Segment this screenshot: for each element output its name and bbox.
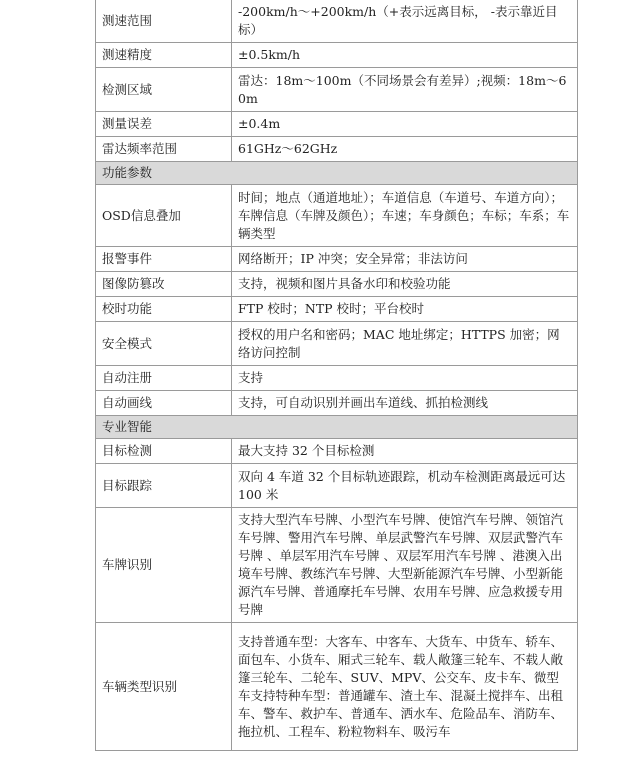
- spec-value: ±0.4m: [232, 112, 578, 137]
- spec-label: 自动注册: [96, 366, 232, 391]
- spec-value: 支持，视频和图片具备水印和校验功能: [232, 272, 578, 297]
- spec-row: [96, 464, 578, 508]
- spec-row: [96, 508, 578, 623]
- spec-value: ±0.5km/h: [232, 43, 578, 68]
- spec-label: OSD信息叠加: [96, 185, 232, 247]
- spec-value: 雷达：18m～100m（不同场景会有差异）;视频：18m～60m: [232, 68, 578, 112]
- spec-row: [96, 43, 578, 68]
- spec-label: 测速精度: [96, 43, 232, 68]
- spec-value: 授权的用户名和密码；MAC 地址绑定；HTTPS 加密；网络访问控制: [232, 322, 578, 366]
- spec-label: 校时功能: [96, 297, 232, 322]
- spec-value: 支持，可自动识别并画出车道线、抓拍检测线: [232, 391, 578, 416]
- spec-row: [96, 322, 578, 366]
- spec-value: 支持普通车型：大客车、中客车、大货车、中货车、轿车、面包车、小货车、厢式三轮车、载人敞篷三轮车、不载人敞篷三轮车、二轮车、SUV、MPV、公交车、皮卡车、微型车支持特种车型：普通罐车、渣土车、混凝土搅拌车、出租车、警车、救护车、普通车、洒水车、危险品车、消防车、拖拉机、工程车、粉粒物料车、吸污车: [232, 623, 578, 751]
- spec-label: 报警事件: [96, 247, 232, 272]
- spec-label: 自动画线: [96, 391, 232, 416]
- spec-row: [96, 391, 578, 416]
- spec-value: 支持: [232, 366, 578, 391]
- section-header-row: [96, 162, 578, 185]
- spec-value: 支持大型汽车号牌、小型汽车号牌、使馆汽车号牌、领馆汽车号牌、警用汽车号牌、单层武警汽车号牌、双层武警汽车号牌 、单层军用汽车号牌 、双层军用汽车号牌 、港澳入出境车号牌、教练汽车号牌、大型新能源汽车号牌、小型新能源汽车号牌、普通摩托车号牌、农用车号牌、应急救援专用号牌: [232, 508, 578, 623]
- spec-value: 最大支持 32 个目标检测: [232, 439, 578, 464]
- spec-label: 安全模式: [96, 322, 232, 366]
- spec-row: [96, 0, 578, 43]
- spec-label: 雷达频率范围: [96, 137, 232, 162]
- spec-label: 图像防篡改: [96, 272, 232, 297]
- spec-row: [96, 137, 578, 162]
- spec-row: [96, 185, 578, 247]
- spec-label: 目标跟踪: [96, 464, 232, 508]
- spec-row: [96, 366, 578, 391]
- spec-value: 网络断开；IP 冲突；安全异常；非法访问: [232, 247, 578, 272]
- section-header: 专业智能: [96, 416, 578, 439]
- section-header-row: [96, 416, 578, 439]
- spec-value: 双向 4 车道 32 个目标轨迹跟踪，机动车检测距离最远可达 100 米: [232, 464, 578, 508]
- spec-row: [96, 439, 578, 464]
- spec-label: 车牌识别: [96, 508, 232, 623]
- spec-row: [96, 623, 578, 751]
- spec-label: 测速范围: [96, 0, 232, 43]
- spec-label: 测量误差: [96, 112, 232, 137]
- spec-value: 时间；地点（通道地址）；车道信息（车道号、车道方向）；车牌信息（车牌及颜色）；车速；车身颜色；车标；车系；车辆类型: [232, 185, 578, 247]
- spec-label: 检测区域: [96, 68, 232, 112]
- spec-value: FTP 校时；NTP 校时；平台校时: [232, 297, 578, 322]
- spec-value: -200km/h～+200km/h（+表示远离目标， -表示靠近目标）: [232, 0, 578, 43]
- spec-value: 61GHz～62GHz: [232, 137, 578, 162]
- spec-row: [96, 68, 578, 112]
- section-header: 功能参数: [96, 162, 578, 185]
- spec-label: 目标检测: [96, 439, 232, 464]
- spec-row: [96, 247, 578, 272]
- spec-label: 车辆类型识别: [96, 623, 232, 751]
- spec-table: [95, 0, 578, 751]
- spec-row: [96, 112, 578, 137]
- spec-row: [96, 272, 578, 297]
- spec-row: [96, 297, 578, 322]
